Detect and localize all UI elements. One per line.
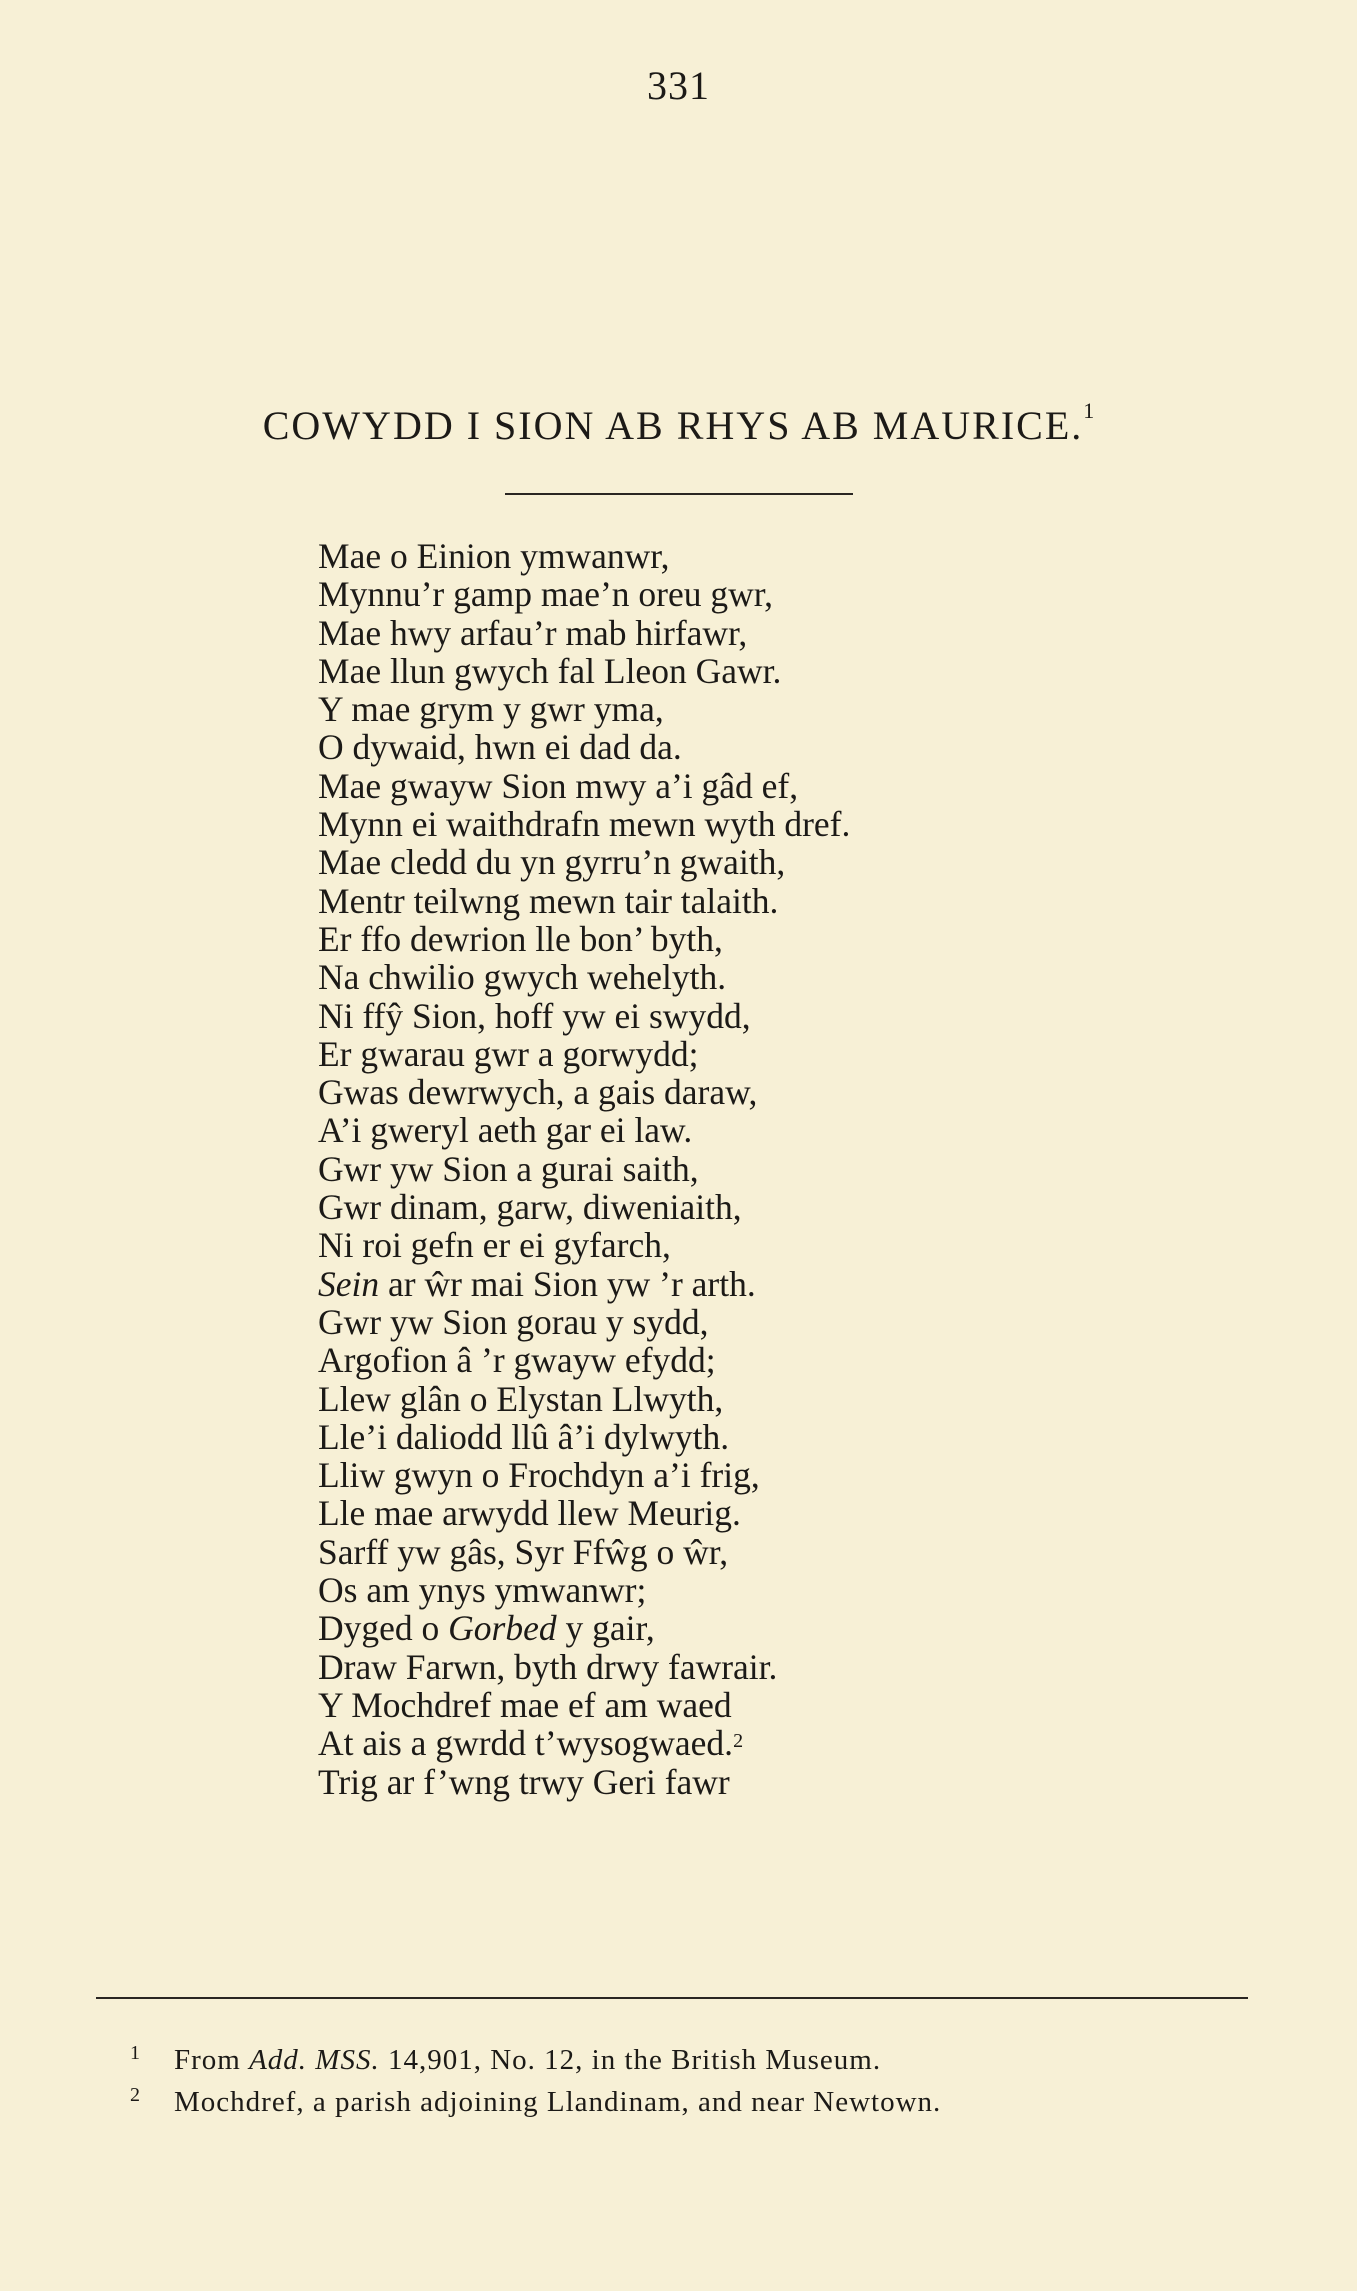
- poem: [318, 537, 1078, 1801]
- italic-word: Gorbed: [448, 1608, 557, 1649]
- poem-line: Lle’i daliodd llû â’i dylwyth.: [318, 1416, 730, 1457]
- poem-line: Er ffo dewrion lle bon’ byth,: [318, 918, 723, 959]
- poem-line: Ni roi gefn er ei gyfarch,: [318, 1225, 671, 1266]
- footnotes: [130, 2039, 1310, 2123]
- poem-line: Gwr yw Sion a gurai saith,: [318, 1148, 699, 1189]
- footnote-number: 2: [130, 2084, 141, 2106]
- footnote-after: 14,901, No. 12, in the British Museum.: [379, 2044, 882, 2076]
- line-footnote-ref: 2: [733, 1730, 744, 1753]
- poem-line-wysogwaed: [318, 1724, 1078, 1762]
- poem-line: Argofion â ’r gwayw efydd;: [318, 1340, 716, 1381]
- poem-line: Gwr yw Sion gorau y sydd,: [318, 1301, 709, 1342]
- footnote-2: [130, 2081, 1310, 2123]
- poem-title: [0, 398, 1357, 449]
- footnote-rule: [96, 1997, 1248, 1999]
- poem-line-sein: [318, 1265, 1078, 1303]
- title-rule: [505, 493, 853, 495]
- poem-line: Draw Farwn, byth drwy fawrair.: [318, 1646, 778, 1687]
- poem-line: Ni ffŷ Sion, hoff yw ei swydd,: [318, 995, 751, 1036]
- poem-line: Mentr teilwng mewn tair talaith.: [318, 880, 779, 921]
- line-after: y gair,: [556, 1608, 655, 1649]
- poem-line: Mae gwayw Sion mwy a’i gâd ef,: [318, 765, 799, 806]
- poem-line: Mae llun gwych fal Lleon Gawr.: [318, 650, 782, 691]
- poem-line-gorbed: [318, 1609, 1078, 1647]
- poem-line: Trig ar f’wng trwy Geri fawr: [318, 1761, 730, 1802]
- poem-line: Gwas dewrwych, a gais daraw,: [318, 1072, 758, 1113]
- line-text: At ais a gwrdd t’wysogwaed.: [318, 1723, 734, 1764]
- poem-line: Y Mochdref mae ef am waed: [318, 1684, 732, 1725]
- italic-word: Sein: [318, 1263, 380, 1304]
- poem-line: Mae o Einion ymwanwr,: [318, 536, 670, 576]
- title-footnote-ref: 1: [1083, 398, 1095, 423]
- poem-title-text: COWYDD I SION AB RHYS AB MAURICE.: [262, 403, 1084, 448]
- poem-line: Er gwarau gwr a gorwydd;: [318, 1033, 699, 1074]
- poem-line: Y mae grym y gwr yma,: [318, 689, 664, 730]
- poem-line: Sarff yw gâs, Syr Ffŵg o ŵr,: [318, 1531, 729, 1572]
- line-rest: ar ŵr mai Sion yw ’r arth.: [379, 1263, 756, 1304]
- poem-line: A’i gweryl aeth gar ei law.: [318, 1110, 693, 1151]
- line-before: Dyged o: [318, 1608, 449, 1649]
- poem-line: Lle mae arwydd llew Meurig.: [318, 1493, 741, 1534]
- poem-line: Mynnu’r gamp mae’n oreu gwr,: [318, 574, 774, 615]
- poem-line: Mae hwy arfau’r mab hirfawr,: [318, 612, 748, 653]
- page-number: 331: [647, 63, 710, 108]
- poem-line: Os am ynys ymwanwr;: [318, 1570, 647, 1611]
- poem-line: Na chwilio gwych wehelyth.: [318, 957, 727, 998]
- poem-line: Lliw gwyn o Frochdyn a’i frig,: [318, 1455, 760, 1496]
- footnote-number: 1: [130, 2042, 141, 2064]
- poem-line: Mae cledd du yn gyrru’n gwaith,: [318, 842, 786, 883]
- poem-line: O dywaid, hwn ei dad da.: [318, 727, 682, 768]
- footnote-1: [130, 2039, 1310, 2081]
- poem-line: Mynn ei waithdrafn mewn wyth dref.: [318, 804, 851, 845]
- footnote-text: Mochdref, a parish adjoining Llandinam, and near Newtown.: [174, 2086, 942, 2118]
- poem-line: Gwr dinam, garw, diweniaith,: [318, 1187, 742, 1228]
- poem-line: Llew glân o Elystan Llwyth,: [318, 1378, 724, 1419]
- footnote-italic: Add. MSS.: [249, 2044, 380, 2076]
- footnote-before: From: [174, 2044, 250, 2076]
